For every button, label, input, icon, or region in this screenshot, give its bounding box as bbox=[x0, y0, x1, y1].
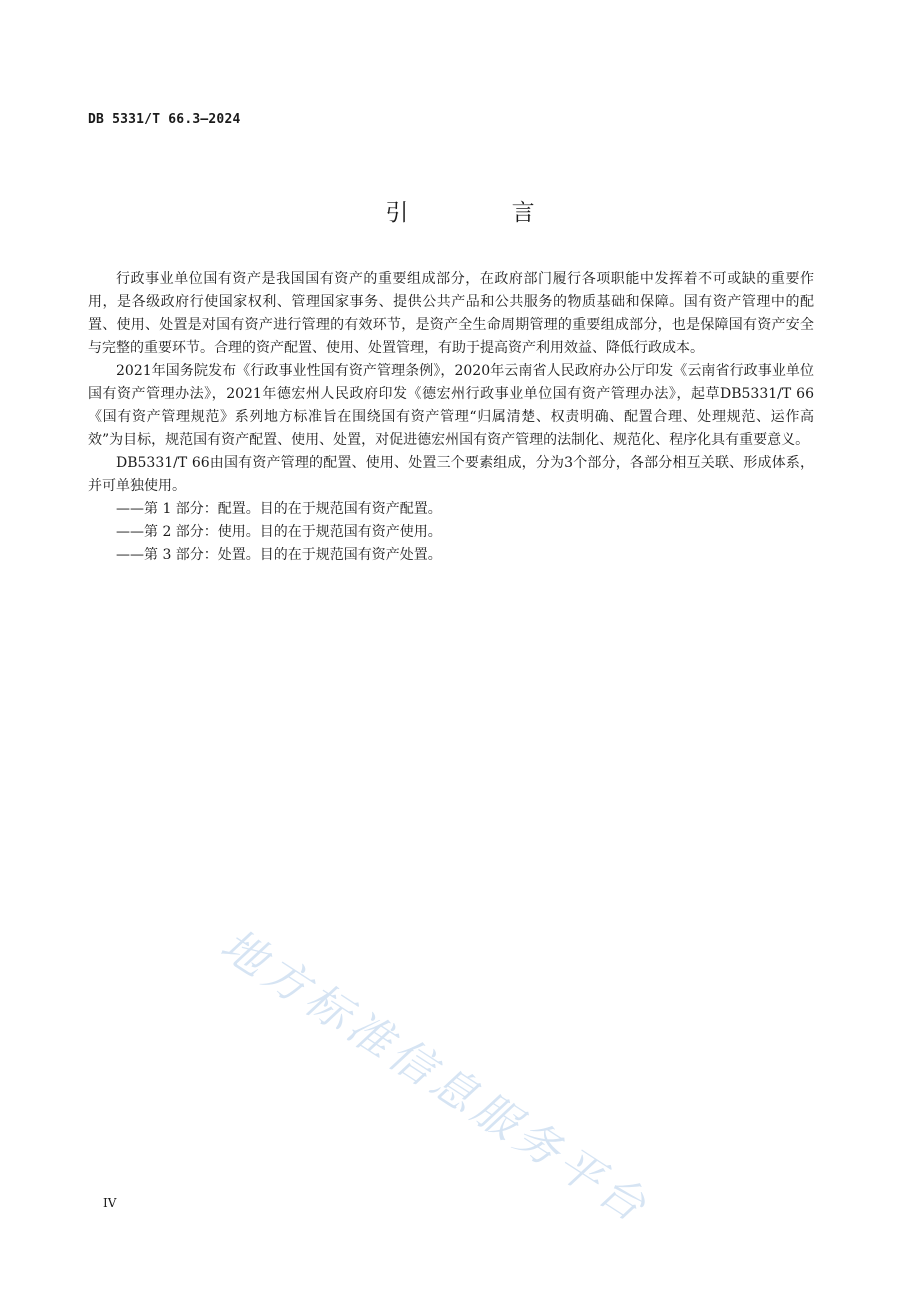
list-item: ——第 3 部分：处置。目的在于规范国有资产处置。 bbox=[116, 547, 442, 563]
body-paragraph: 行政事业单位国有资产是我国国有资产的重要组成部分，在政府部门履行各项职能中发挥着不可或缺的重要作用，是各级政府行使国家权利、管理国家事务、提供公共产品和公共服务的物质基础和保障。国有资产管理中的配置、使用、处置是对国有资产进行管理的有效环节，是资产全生命周期管理的重要组成部分，也是保障国有资产安全与完整的重要环节。合理的资产配置、使用、处置管理，有助于提高资产利用效益、降低行政成本。 bbox=[88, 271, 814, 356]
document-body bbox=[88, 268, 814, 567]
body-paragraph: DB5331/T 66由国有资产管理的配置、使用、处置三个要素组成，分为3个部分，各部分相互关联、形成体系，并可单独使用。 bbox=[88, 455, 814, 494]
watermark: 地方标准信息服务平台 bbox=[211, 919, 659, 1235]
list-item: ——第 1 部分：配置。目的在于规范国有资产配置。 bbox=[116, 501, 442, 517]
body-paragraph: 2021年国务院发布《行政事业性国有资产管理条例》，2020年云南省人民政府办公厅印发《云南省行政事业单位国有资产管理办法》，2021年德宏州人民政府印发《德宏州行政事业单位国有资产管理办法》，起草DB5331/T 66《国有资产管理规范》系列地方标准旨在围绕国有资产管理“归属清楚、权责明确、配置合理、处理规范、运作高效”为目标，规范国有资产配置、使用、处置，对促进德宏州国有资产管理的法制化、规范化、程序化具有重要意义。 bbox=[88, 363, 814, 448]
list-item: ——第 2 部分：使用。目的在于规范国有资产使用。 bbox=[116, 524, 442, 540]
page-title: 引 言 bbox=[385, 200, 583, 226]
page-number: IV bbox=[103, 1196, 117, 1210]
standard-code: DB 5331/T 66.3—2024 bbox=[88, 112, 241, 127]
